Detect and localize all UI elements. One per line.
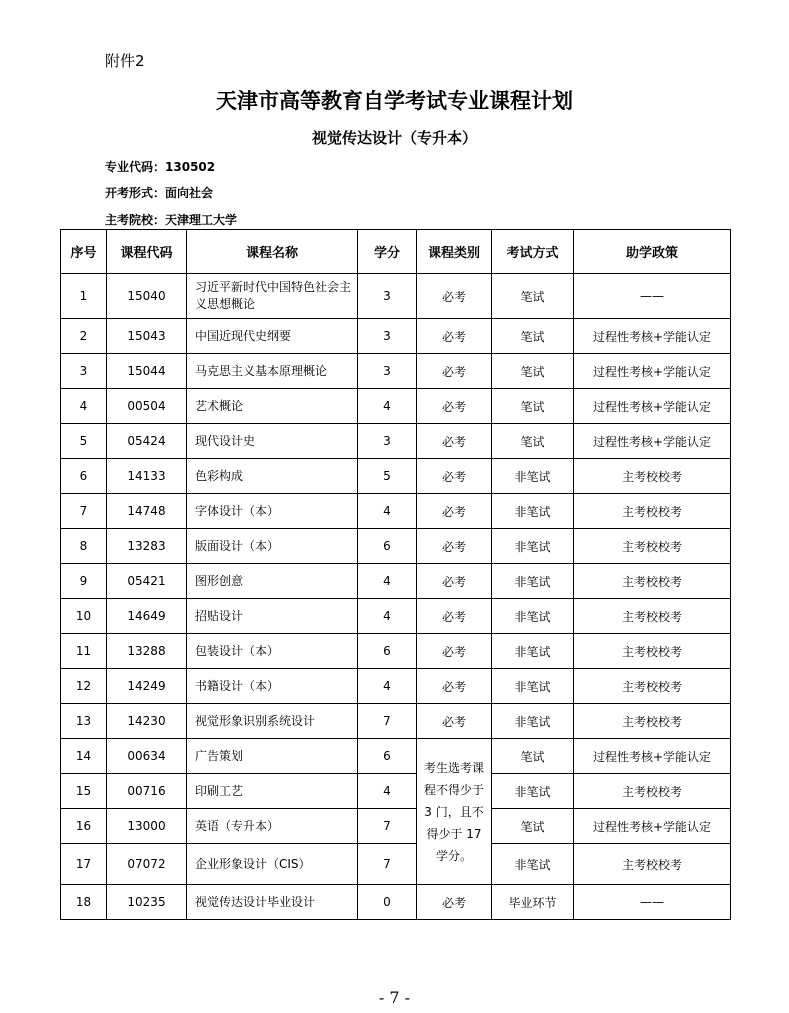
cell-code: 10235: [107, 885, 187, 920]
cell-policy: 主考校校考: [574, 704, 731, 739]
host-school-label: 主考院校：: [105, 213, 166, 227]
cell-exam: 笔试: [492, 274, 574, 319]
attachment-label: 附件2: [105, 52, 145, 70]
table-row: [61, 844, 731, 885]
cell-exam: 笔试: [492, 389, 574, 424]
cell-name: 色彩构成: [187, 459, 358, 494]
header-credit: 学分: [358, 230, 417, 274]
cell-policy: 主考校校考: [574, 634, 731, 669]
cell-name: 包装设计（本）: [187, 634, 358, 669]
cell-policy: 主考校校考: [574, 494, 731, 529]
cell-code: 00504: [107, 389, 187, 424]
major-code-value: 130502: [165, 160, 216, 174]
document-title: 天津市高等教育自学考试专业课程计划: [216, 88, 573, 113]
exam-form: [105, 184, 213, 201]
header-exam: 考试方式: [492, 230, 574, 274]
cell-credit: 5: [358, 459, 417, 494]
cell-code: 14133: [107, 459, 187, 494]
cell-code: 05424: [107, 424, 187, 459]
cell-exam: 非笔试: [492, 494, 574, 529]
cell-name: 中国近现代史纲要: [187, 319, 358, 354]
cell-no: 15: [61, 774, 107, 809]
table-row: [61, 424, 731, 459]
cell-policy: 过程性考核+学能认定: [574, 809, 731, 844]
cell-exam: 笔试: [492, 739, 574, 774]
host-school: [105, 211, 237, 228]
cell-category: 必考: [417, 424, 492, 459]
cell-credit: 4: [358, 389, 417, 424]
cell-credit: 7: [358, 704, 417, 739]
cell-code: 15040: [107, 274, 187, 319]
cell-exam: 非笔试: [492, 844, 574, 885]
cell-exam: 非笔试: [492, 634, 574, 669]
cell-category: 必考: [417, 599, 492, 634]
cell-code: 13000: [107, 809, 187, 844]
cell-credit: 3: [358, 319, 417, 354]
cell-policy: 主考校校考: [574, 599, 731, 634]
cell-category: 必考: [417, 529, 492, 564]
cell-no: 2: [61, 319, 107, 354]
cell-policy: 过程性考核+学能认定: [574, 354, 731, 389]
cell-name: 视觉形象识别系统设计: [187, 704, 358, 739]
cell-name: 版面设计（本）: [187, 529, 358, 564]
cell-exam: 笔试: [492, 809, 574, 844]
cell-exam: 非笔试: [492, 669, 574, 704]
cell-policy: ——: [574, 274, 731, 319]
table-row: [61, 774, 731, 809]
cell-code: 07072: [107, 844, 187, 885]
cell-category: 必考: [417, 459, 492, 494]
cell-exam: 非笔试: [492, 564, 574, 599]
document-subtitle: 视觉传达设计（专升本）: [311, 129, 477, 147]
cell-code: 14649: [107, 599, 187, 634]
cell-code: 14249: [107, 669, 187, 704]
cell-credit: 4: [358, 669, 417, 704]
cell-exam: 笔试: [492, 424, 574, 459]
header-no: 序号: [61, 230, 107, 274]
cell-code: 00634: [107, 739, 187, 774]
page-number: - 7 -: [378, 988, 411, 1007]
elective-note-cell: 考生选考课程不得少于 3 门，且不得少于 17 学分。: [417, 739, 492, 885]
cell-credit: 3: [358, 274, 417, 319]
cell-no: 7: [61, 494, 107, 529]
table-row: [61, 739, 731, 774]
table-row: [61, 809, 731, 844]
cell-no: 1: [61, 274, 107, 319]
table-row: [61, 599, 731, 634]
cell-code: 14748: [107, 494, 187, 529]
cell-category: 必考: [417, 274, 492, 319]
cell-no: 6: [61, 459, 107, 494]
cell-policy: 主考校校考: [574, 669, 731, 704]
table-row: [61, 564, 731, 599]
table-row: [61, 274, 731, 319]
cell-code: 00716: [107, 774, 187, 809]
cell-no: 12: [61, 669, 107, 704]
cell-no: 3: [61, 354, 107, 389]
cell-exam: 非笔试: [492, 774, 574, 809]
table-row: [61, 704, 731, 739]
cell-name: 视觉传达设计毕业设计: [187, 885, 358, 920]
cell-category: 必考: [417, 494, 492, 529]
header-category: 课程类别: [417, 230, 492, 274]
cell-credit: 4: [358, 774, 417, 809]
cell-policy: 主考校校考: [574, 459, 731, 494]
cell-exam: 非笔试: [492, 704, 574, 739]
cell-no: 16: [61, 809, 107, 844]
cell-credit: 7: [358, 809, 417, 844]
cell-credit: 6: [358, 739, 417, 774]
table-row: [61, 885, 731, 920]
cell-code: 14230: [107, 704, 187, 739]
cell-code: 15044: [107, 354, 187, 389]
cell-policy: 主考校校考: [574, 844, 731, 885]
cell-policy: 主考校校考: [574, 529, 731, 564]
header-policy: 助学政策: [574, 230, 731, 274]
cell-name: 艺术概论: [187, 389, 358, 424]
cell-exam: 非笔试: [492, 529, 574, 564]
cell-exam: 笔试: [492, 319, 574, 354]
cell-no: 13: [61, 704, 107, 739]
cell-no: 11: [61, 634, 107, 669]
cell-policy: 过程性考核+学能认定: [574, 424, 731, 459]
cell-credit: 3: [358, 424, 417, 459]
header-name: 课程名称: [187, 230, 358, 274]
cell-no: 5: [61, 424, 107, 459]
table-row: [61, 669, 731, 704]
cell-code: 05421: [107, 564, 187, 599]
cell-no: 10: [61, 599, 107, 634]
cell-category: 必考: [417, 669, 492, 704]
cell-name: 英语（专升本）: [187, 809, 358, 844]
cell-policy: 过程性考核+学能认定: [574, 319, 731, 354]
cell-code: 13288: [107, 634, 187, 669]
cell-name: 广告策划: [187, 739, 358, 774]
cell-exam: 毕业环节: [492, 885, 574, 920]
table-row: [61, 634, 731, 669]
cell-policy: 过程性考核+学能认定: [574, 389, 731, 424]
cell-name: 图形创意: [187, 564, 358, 599]
cell-name: 印刷工艺: [187, 774, 358, 809]
cell-no: 17: [61, 844, 107, 885]
cell-policy: 主考校校考: [574, 564, 731, 599]
cell-name: 书籍设计（本）: [187, 669, 358, 704]
cell-no: 18: [61, 885, 107, 920]
cell-credit: 0: [358, 885, 417, 920]
table-row: [61, 354, 731, 389]
cell-category: 必考: [417, 704, 492, 739]
cell-policy: 过程性考核+学能认定: [574, 739, 731, 774]
cell-credit: 4: [358, 564, 417, 599]
cell-name: 企业形象设计（CIS）: [187, 844, 358, 885]
cell-category: 必考: [417, 389, 492, 424]
cell-exam: 非笔试: [492, 599, 574, 634]
cell-credit: 6: [358, 529, 417, 564]
cell-category: 必考: [417, 354, 492, 389]
cell-no: 4: [61, 389, 107, 424]
cell-name: 习近平新时代中国特色社会主义思想概论: [187, 274, 358, 319]
exam-form-label: 开考形式：: [105, 186, 166, 200]
major-code: [105, 158, 215, 175]
cell-no: 14: [61, 739, 107, 774]
cell-category: 必考: [417, 634, 492, 669]
cell-code: 13283: [107, 529, 187, 564]
cell-policy: 主考校校考: [574, 774, 731, 809]
cell-credit: 6: [358, 634, 417, 669]
cell-category: 必考: [417, 319, 492, 354]
course-plan-table: [60, 229, 731, 920]
cell-category: 必考: [417, 885, 492, 920]
table-row: [61, 529, 731, 564]
major-code-label: 专业代码：: [105, 160, 166, 174]
cell-credit: 7: [358, 844, 417, 885]
cell-name: 字体设计（本）: [187, 494, 358, 529]
table-row: [61, 389, 731, 424]
cell-credit: 4: [358, 494, 417, 529]
table-row: [61, 494, 731, 529]
cell-exam: 笔试: [492, 354, 574, 389]
cell-credit: 4: [358, 599, 417, 634]
cell-no: 8: [61, 529, 107, 564]
cell-name: 招贴设计: [187, 599, 358, 634]
table-row: [61, 459, 731, 494]
table-row: [61, 319, 731, 354]
cell-code: 15043: [107, 319, 187, 354]
cell-no: 9: [61, 564, 107, 599]
cell-credit: 3: [358, 354, 417, 389]
cell-policy: ——: [574, 885, 731, 920]
cell-category: 必考: [417, 564, 492, 599]
exam-form-value: 面向社会: [165, 186, 214, 200]
cell-name: 马克思主义基本原理概论: [187, 354, 358, 389]
cell-name: 现代设计史: [187, 424, 358, 459]
header-code: 课程代码: [107, 230, 187, 274]
table-header-row: [61, 230, 731, 274]
cell-exam: 非笔试: [492, 459, 574, 494]
host-school-value: 天津理工大学: [165, 213, 238, 227]
